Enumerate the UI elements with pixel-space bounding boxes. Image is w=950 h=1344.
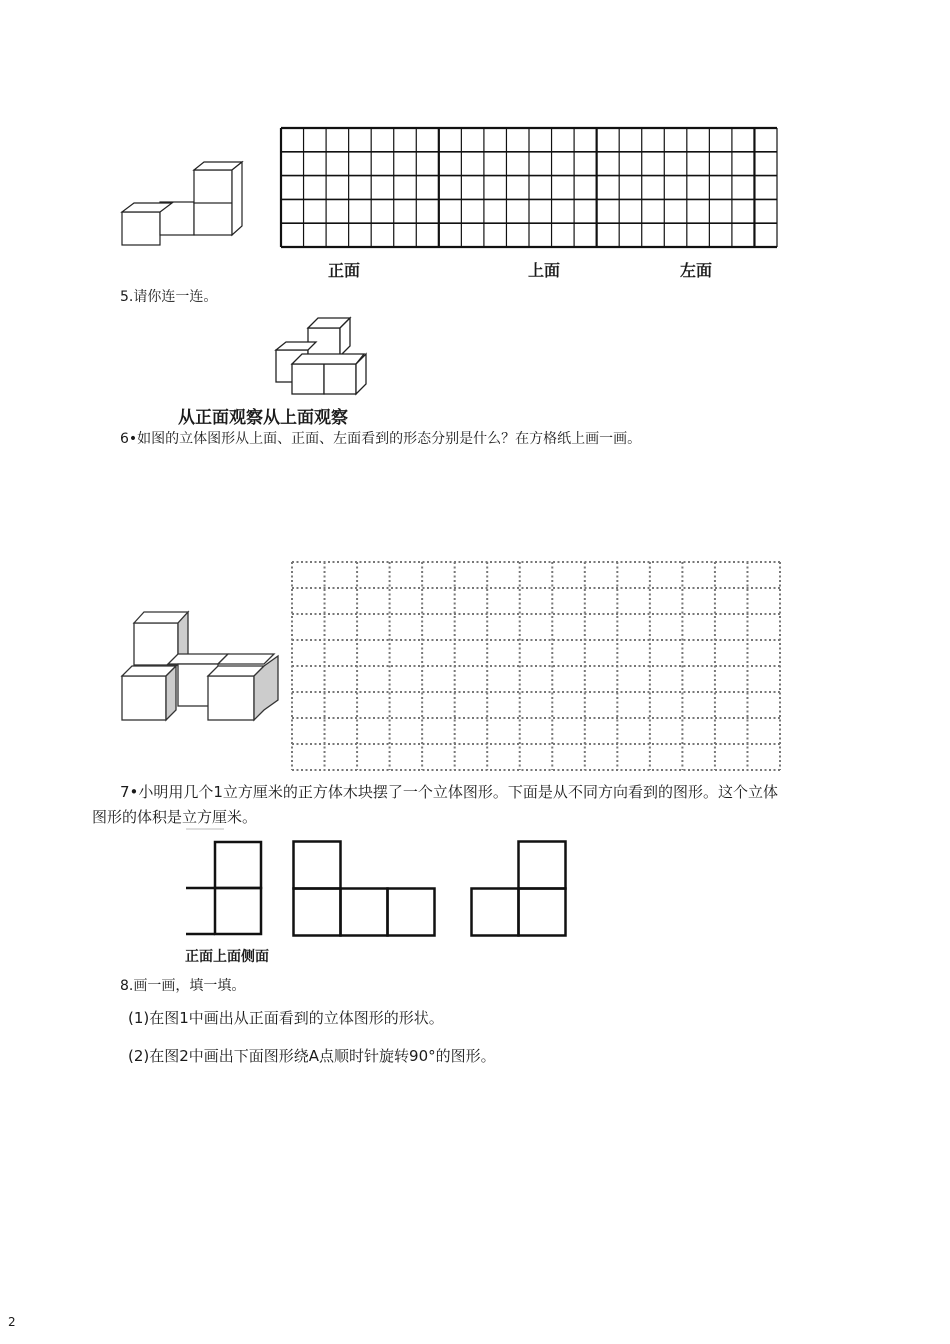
label-left: 左面 xyxy=(680,261,713,280)
question-6: 6•如图的立体图形从上面、正面、左面看到的形态分别是什么？在方格纸上画一画。 xyxy=(120,431,642,447)
label-front: 正面 xyxy=(328,261,361,280)
square-grid-q4 xyxy=(281,128,778,248)
q7-view-labels: 正面上面侧面 xyxy=(185,949,269,965)
q5-labels: 从正面观察从上面观察 xyxy=(178,408,348,428)
question-8-item-2: (2)在图2中画出下面图形绕A点顺时针旋转90°的图形。 xyxy=(128,1047,496,1065)
question-7-line2: 图形的体积是立方厘米。 xyxy=(92,808,258,826)
cube-figure-q4 xyxy=(118,160,238,250)
view-top xyxy=(292,840,440,938)
question-8-item-1: (1)在图1中画出从正面看到的立体图形的形状。 xyxy=(128,1009,444,1027)
question-7-line2-wrapper xyxy=(92,806,292,826)
question-7: 7•小明用几个1立方厘米的正方体木块摆了一个立体图形。下面是从不同方向看到的图形。这个立体 xyxy=(120,783,778,801)
view-side xyxy=(470,840,570,938)
question-6-wrapper xyxy=(120,428,820,447)
question-8: 8.画一画，填一填。 xyxy=(120,978,246,994)
cube-figure-q6 xyxy=(118,608,288,728)
view-front xyxy=(186,828,266,938)
page-number: 2 xyxy=(8,1315,16,1329)
dotted-grid-q6 xyxy=(291,561,781,771)
cube-figure-q5 xyxy=(272,306,378,396)
question-5: 5.请你连一连。 xyxy=(120,289,218,305)
label-top: 上面 xyxy=(528,261,561,280)
